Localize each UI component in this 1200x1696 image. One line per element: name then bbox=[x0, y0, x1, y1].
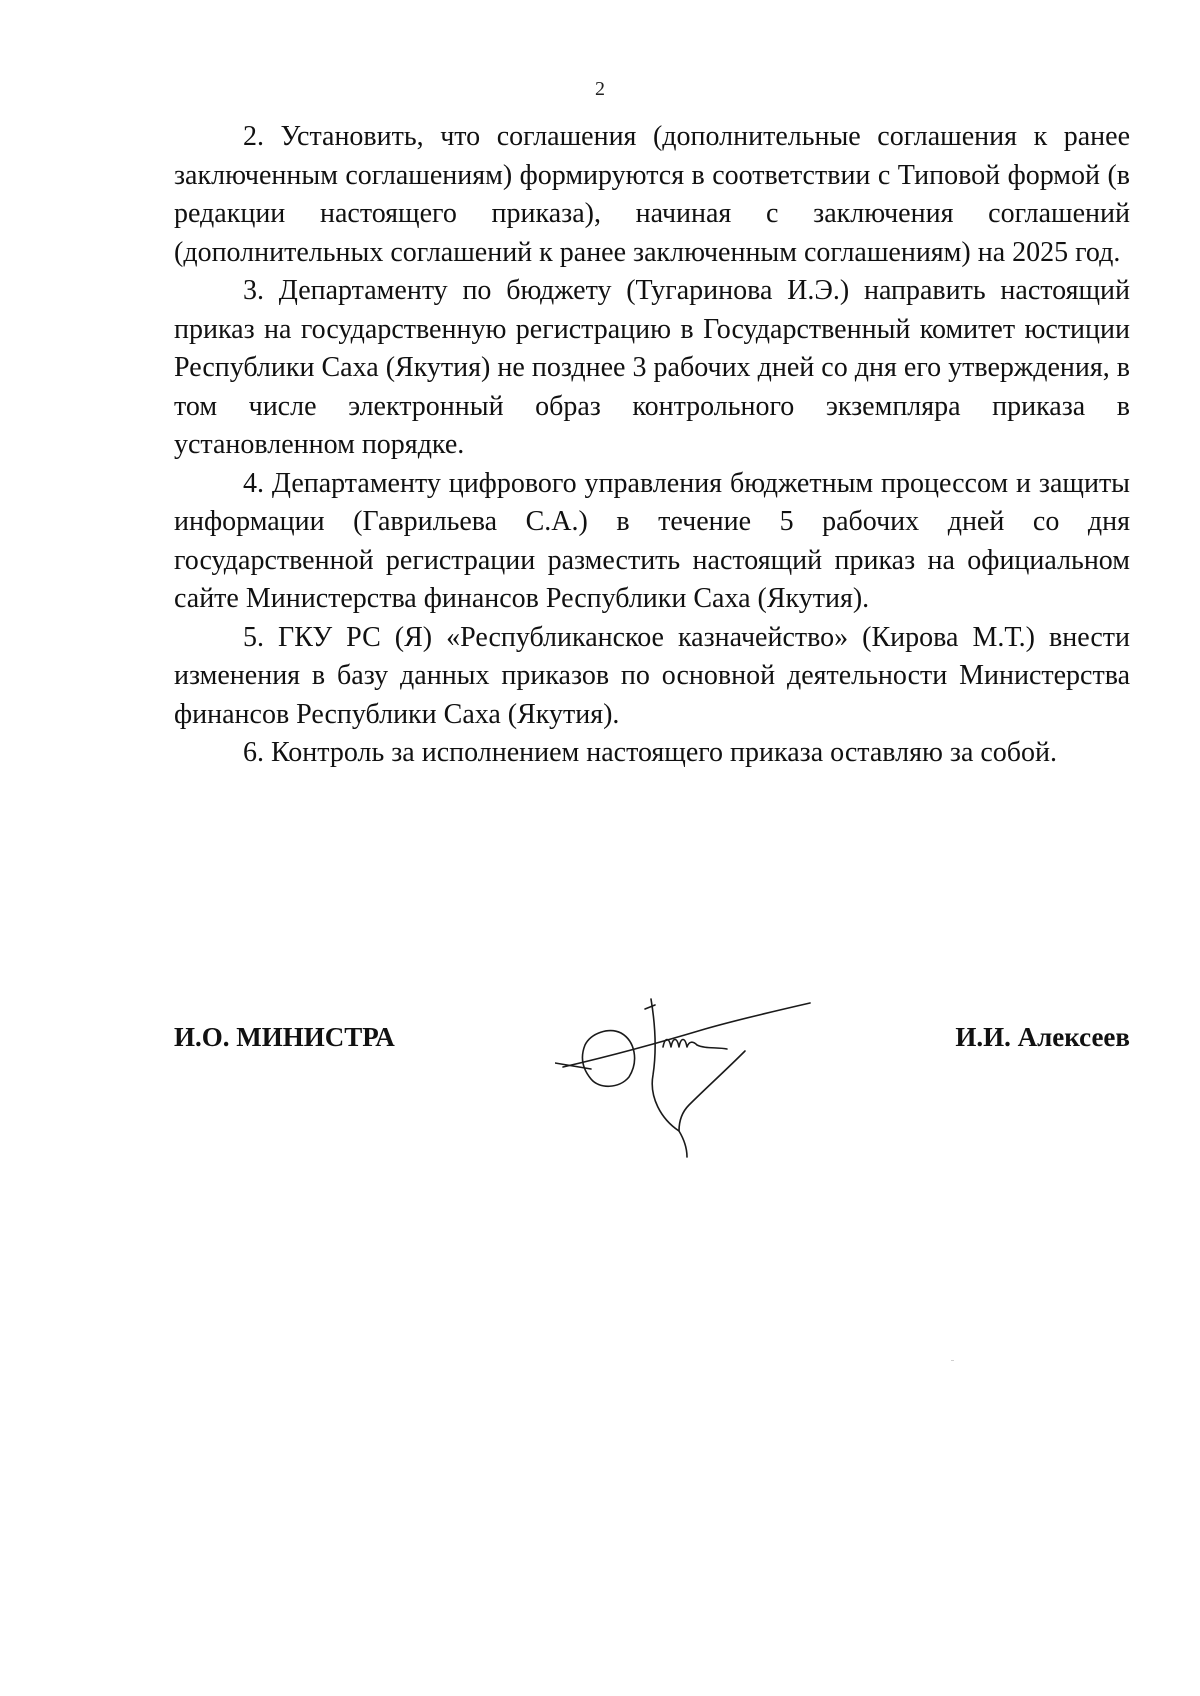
scan-speck bbox=[951, 1360, 954, 1361]
page-number: 2 bbox=[595, 78, 605, 100]
signatory-position: И.О. МИНИСТРА bbox=[174, 1022, 395, 1052]
handwritten-signature bbox=[555, 985, 815, 1160]
paragraph-3: 3. Департаменту по бюджету (Тугаринова И.Э.) направить настоящий приказ на государственную регистрацию в Государственный комитет юстиции Республики Саха (Якутия) не позднее 3 рабочих дней со дня его утверждения, в том числе электронный образ контрольного экземпляра приказа в установленном порядке. bbox=[174, 275, 1130, 460]
document-body bbox=[174, 118, 1130, 773]
paragraph-5: 5. ГКУ РС (Я) «Республиканское казначейство» (Кирова М.Т.) внести изменения в базу данных приказов по основной деятельности Министерства финансов Республики Саха (Якутия). bbox=[174, 621, 1130, 730]
paragraph-6: 6. Контроль за исполнением настоящего приказа оставляю за собой. bbox=[243, 737, 1058, 768]
signatory-name: И.И. Алексеев bbox=[955, 1022, 1130, 1052]
paragraph-4: 4. Департаменту цифрового управления бюджетным процессом и защиты информации (Гаврильева С.А.) в течение 5 рабочих дней со дня государственной регистрации разместить настоящий приказ на официальном сайте Министерства финансов Республики Саха (Якутия). bbox=[174, 467, 1130, 614]
paragraph-2: 2. Установить, что соглашения (дополнительные соглашения к ранее заключенным соглашениям) формируются в соответствии с Типовой формой (в редакции настоящего приказа), начиная с заключения соглашений (дополнительных соглашений к ранее заключенным соглашениям) на 2025 год. bbox=[174, 121, 1130, 268]
